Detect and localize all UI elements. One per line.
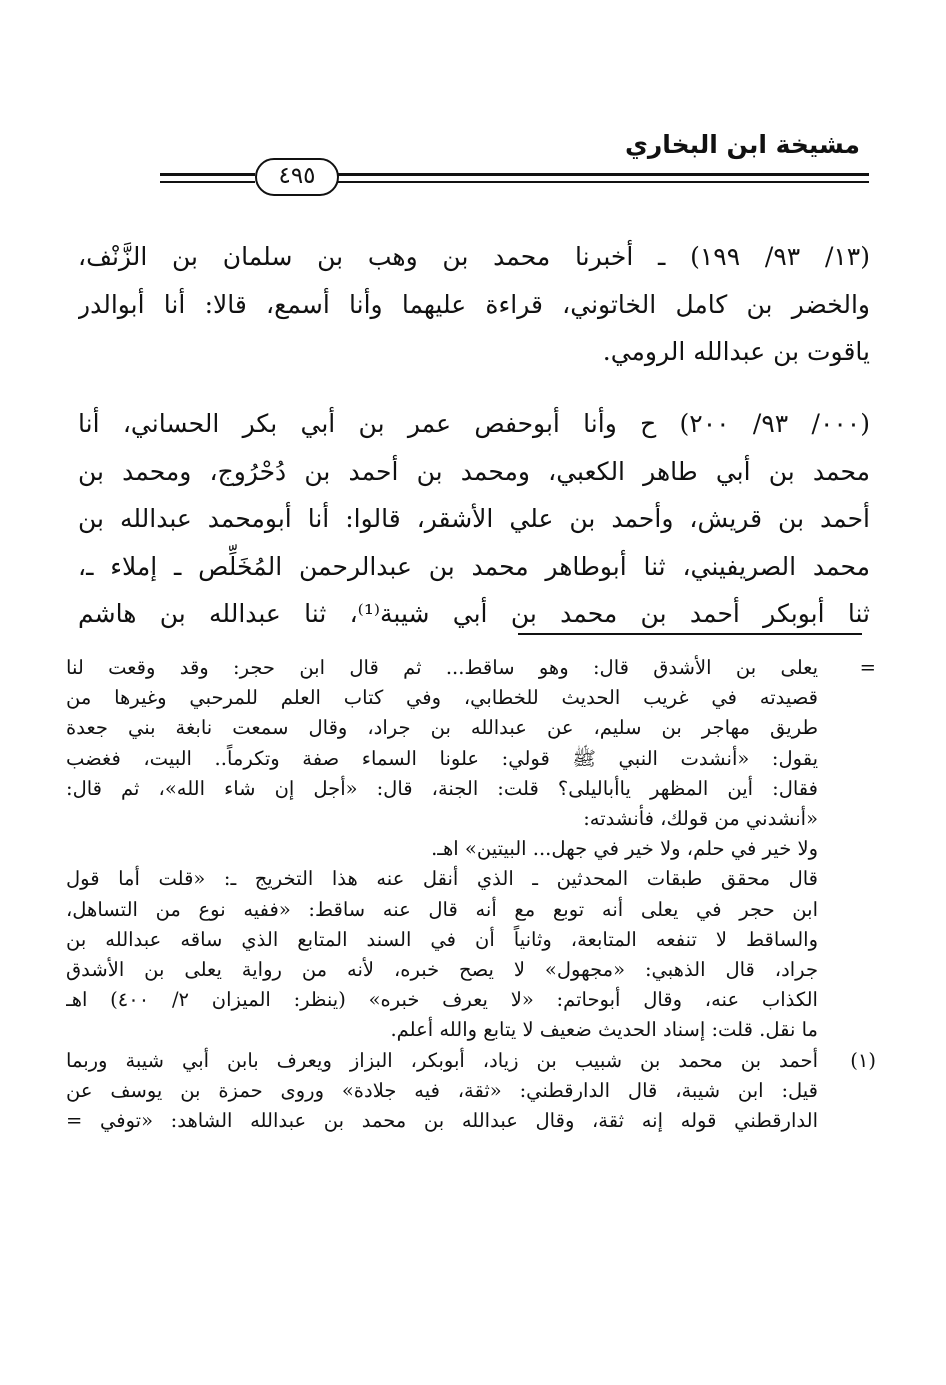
footnote-line: قصيدته في غريب الحديث للخطابي، وفي كتاب العلم للمرحبي وغيرها من xyxy=(66,686,818,710)
page-number: ٤٩٥ xyxy=(255,158,339,196)
footnote-line: والساقط لا تنفعه المتابعة، وثانياً أن في السند المتابع الذي ساقه عبدالله بن xyxy=(66,927,818,951)
text-line: أحمد بن قريش، وأحمد بن علي الأشقر، قالوا: أنا أبومحمد عبدالله بن xyxy=(78,504,870,533)
footnote-line: قال محقق طبقات المحدثين ـ الذي أنقل عنه هذا التخريج ـ: «قلت أما قول xyxy=(66,867,818,891)
footnote-marker: = xyxy=(859,656,876,679)
footnote-line: طريق مهاجر بن سليم، عن عبدالله بن جراد، وقال سمعت نابغة بني جعدة xyxy=(66,716,818,740)
text-line: محمد الصريفيني، ثنا أبوطاهر محمد بن عبدالرحمن المُخَلِّص ـ إملاء ـ، xyxy=(78,551,870,581)
footnote-1 xyxy=(66,1046,876,1137)
header-rule-right xyxy=(335,173,869,176)
hadith-paragraph xyxy=(78,400,870,638)
header-rule-right-thin xyxy=(335,181,869,183)
text-line: (١٣/ ٩٣/ ١٩٩) ـ أخبرنا محمد بن وهب بن سلمان بن الزَّنْف، xyxy=(78,242,870,271)
header-rule-left xyxy=(160,173,255,176)
footnote-line: جراد، قال الذهبي: «مجهول» لا يصح خبره، لأنه من رواية يعلى بن الأشدق xyxy=(66,958,818,982)
footnote-line: فقال: أين المظهر ياأباليلى؟ قلت: الجنة، قال: «أجل إن شاء الله»، ثم قال: xyxy=(66,776,818,800)
footnote-line: الدارقطني قوله إنه ثقة، وقال عبدالله بن محمد بن عبدالله الشاهد: «توفي = xyxy=(66,1109,818,1133)
footnote-line: ابن حجر في يعلى أنه توبع مع أنه قال عنه ساقط: «ففيه نوع من التساهل، xyxy=(66,897,818,921)
footnote-line: قيل: ابن شيبة، قال الدارقطني: «ثقة، فيه جلادة» وروى حمزة بن يوسف عن xyxy=(66,1078,818,1102)
footnote-line: يقول: «أنشدت النبي ﷺ قولي: علونا السماء صفة وتكرماً.. البيت، فغضب xyxy=(66,746,818,770)
header-rule-left-thin xyxy=(160,181,255,183)
footnote-line: ما نقل. قلت: إسناد الحديث ضعيف لا يتابع والله أعلم. xyxy=(390,1018,818,1042)
footnote-continuation xyxy=(66,653,876,1046)
footnote-marker: (١) xyxy=(850,1048,876,1072)
hadith-paragraph xyxy=(78,233,870,376)
footnote-line: ولا خير في حلم، ولا خير في جهل... البيتين» اهـ. xyxy=(431,837,818,861)
text-line: محمد بن أبي طاهر الكعبي، ومحمد بن أحمد بن دُحْرُوج، ومحمد بن xyxy=(78,456,870,486)
text-line: ثنا أبوبكر أحمد بن محمد بن أبي شيبة⁽¹⁾، ثنا عبدالله بن هاشم xyxy=(78,599,870,628)
footnote-separator xyxy=(518,633,862,635)
footnote-line: «أنشدني من قولك، فأنشدته: xyxy=(583,807,818,831)
footnote-line: أحمد بن محمد بن شبيب بن زياد، أبوبكر، البزاز ويعرف بابن أبي شيبة وربما xyxy=(66,1048,818,1072)
text-line: (٠٠٠/ ٩٣/ ٢٠٠) ح وأنا أبوحفص عمر بن أبي بكر الحساني، أنا xyxy=(78,409,870,438)
text-line: والخضر بن كامل الخاتوني، قراءة عليهما وأنا أسمع، قالا: أنا أبوالدر xyxy=(78,289,870,319)
footnote-line: الكذاب عنه، وقال أبوحاتم: «لا يعرف خبره» (ينظر: الميزان ٢/ ٤٠٠) اهـ xyxy=(66,988,818,1012)
footnotes xyxy=(66,653,876,1136)
footnote-line: يعلى بن الأشدق قال: وهو ساقط... ثم قال ابن حجر: وقد وقعت لنا xyxy=(66,656,818,679)
running-head-title: مشيخة ابن البخاري xyxy=(624,130,860,159)
text-line: ياقوت بن عبدالله الرومي. xyxy=(602,337,870,366)
